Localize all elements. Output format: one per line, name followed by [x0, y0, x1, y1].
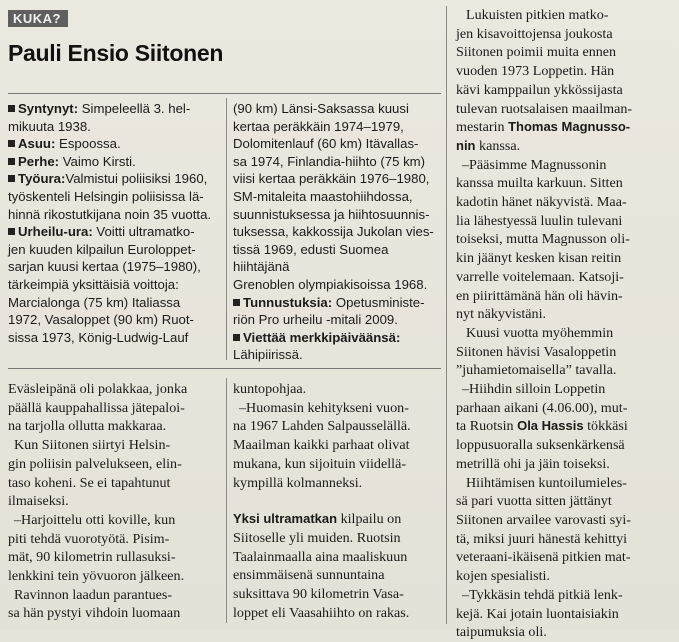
- person-name-bold: Thomas Magnusso-: [508, 119, 631, 135]
- body-line: lenkkini tein yövuoron jälkeen.: [8, 568, 185, 585]
- bullet-square-icon: [233, 334, 240, 341]
- fact-text: kertaa peräkkäin 1974–1979,: [233, 118, 404, 134]
- fact-career: [8, 170, 223, 188]
- fact-text: Vaimo Kirsti.: [62, 153, 136, 169]
- body-text: tökkäsi: [583, 418, 628, 435]
- body-line: loppet eli Vaasahiihto on rakas.: [233, 604, 410, 621]
- fact-box-bottom-rule: [8, 368, 441, 369]
- body-line: taso koheni. Se ei tapahtunut: [8, 474, 171, 491]
- fact-text: jen kuuden kilpailun Euroloppet-: [8, 241, 196, 257]
- fact-text: Grenoblen olympiakisoissa 1968.: [233, 276, 428, 292]
- fact-box-right: [233, 100, 443, 364]
- body-line: varrelle voitelemaan. Katsoji-: [456, 268, 624, 285]
- body-line: [233, 510, 445, 529]
- fact-text: (90 km) Länsi-Saksassa kuusi: [233, 101, 409, 116]
- fact-label: Asuu:: [18, 136, 56, 152]
- fact-label: Viettää merkkipäiväänsä:: [243, 329, 401, 345]
- body-line: kuntopohjaa.: [233, 381, 307, 397]
- fact-text: Lähipiirissä.: [233, 347, 303, 363]
- fact-text: riön Pro urheilu -mitali 2009.: [233, 312, 398, 328]
- body-line: Siitonen poimii muita ennen: [456, 44, 617, 61]
- fact-text: SM-mitaleita maastohiihdossa,: [233, 188, 413, 204]
- body-line: kympillä kolmanneksi.: [233, 474, 363, 491]
- fact-box-left: [8, 100, 223, 346]
- body-line: metrillä ohi ja jäin toiseksi.: [456, 455, 610, 472]
- body-column-divider-1: [226, 378, 227, 623]
- body-text: kilpailu on: [337, 511, 402, 528]
- body-line: Lukuisten pitkien matko-: [466, 7, 609, 23]
- fact-text: mikuuta 1938.: [8, 118, 91, 134]
- body-line: [456, 137, 674, 156]
- fact-text: hinnä rikostutkijana noin 35 vuotta.: [8, 206, 212, 222]
- fact-text: työskenteli Helsingin poliisissa lä-: [8, 188, 204, 204]
- body-line: Ravinnon laadun parantues-: [14, 586, 173, 603]
- lead-in-bold: Yksi ultramatkan: [233, 511, 338, 527]
- body-line: ensimmäisenä sunnuntaina: [233, 567, 385, 584]
- fact-lives: [8, 135, 223, 153]
- bullet-square-icon: [8, 228, 15, 235]
- article-body-column-3: [456, 6, 674, 642]
- fact-text: viisi kertaa peräkkäin 1976–1980,: [233, 171, 430, 187]
- body-line: ilmaiseksi.: [8, 493, 69, 510]
- body-line: –Harjoittelu otti koville, kun: [14, 511, 176, 528]
- fact-text: 1972, Vasaloppet (90 km) Ruot-: [8, 312, 194, 328]
- fact-text: Opetusministe-: [335, 294, 425, 310]
- fact-family: [8, 153, 223, 171]
- body-line: Kun Siitonen siirtyi Helsin-: [14, 437, 171, 454]
- body-line: Eväsleipänä oli polakkaa, jonka: [8, 381, 188, 397]
- body-line: tä, miksi juuri hänestä kehittyi: [456, 530, 628, 547]
- fact-text: suunnistuksessa ja hiihtosuunnis-: [233, 206, 430, 222]
- body-line: kejä. Kai jotain luontaisiakin: [456, 605, 619, 622]
- fact-text: tuksessa, kakkossija Jukolan vies-: [233, 224, 434, 240]
- fact-text: sa 1974, Finlandia-hiihto (75 km): [233, 153, 426, 169]
- body-line: loppusuoralla suksenkärkensä: [456, 437, 625, 454]
- body-line: ”juhamietomaisella” tavalla.: [456, 362, 617, 379]
- body-line: jen kisavoittojensa joukosta: [456, 25, 613, 42]
- article-headline: Pauli Ensio Siitonen: [8, 40, 224, 66]
- fact-text: Voitti ultramatko-: [96, 224, 195, 240]
- fact-text: Simpeleellä 3. hel-: [81, 101, 191, 116]
- bullet-square-icon: [8, 175, 15, 182]
- fact-text: tissä 1969, edusti Suomea hiihtäjänä: [233, 241, 389, 275]
- body-line: –Huomasin kehitykseni vuon-: [239, 399, 409, 416]
- bullet-square-icon: [233, 299, 240, 306]
- person-name-bold: Ola Hassis: [517, 418, 584, 434]
- body-line: taipumuksia oli.: [456, 624, 547, 641]
- body-line: toiseksi, mutta Magnusson oli-: [456, 231, 630, 248]
- fact-text: Valmistui poliisiksi 1960,: [65, 171, 208, 187]
- body-line: gin poliisin palvelukseen, elin-: [8, 455, 182, 472]
- bullet-square-icon: [8, 105, 15, 112]
- bullet-square-icon: [8, 158, 15, 165]
- body-line: kanssa muilta karkuun. Sitten: [456, 175, 623, 192]
- body-line: Siitoselle yli muiden. Ruotsin: [233, 529, 401, 546]
- body-line: –Hiihdin silloin Loppetin: [462, 381, 606, 398]
- body-line: mät, 90 kilometrin rullasuksi-: [8, 549, 176, 566]
- body-line: Siitonen arvailee varovasti syi-: [456, 511, 631, 528]
- body-line: kadotin hänet näkyvistä. Maa-: [456, 194, 627, 211]
- body-line: veteraani-ikäisenä pitkien mat-: [456, 549, 631, 566]
- fact-box-column-divider: [226, 98, 227, 360]
- fact-text: Marcialonga (75 km) Italiassa: [8, 294, 181, 310]
- body-line: päällä kauppahallissa jätepaloi-: [8, 399, 185, 416]
- body-line: en piirittämänä hän oli hävin-: [456, 287, 623, 304]
- person-name-bold: nin: [456, 137, 476, 153]
- body-text: mestarin: [456, 119, 509, 136]
- body-text: kanssa.: [475, 137, 521, 154]
- body-line: Kuusi vuotta myöhemmin: [466, 324, 614, 341]
- fact-label: Perhe:: [18, 153, 60, 169]
- body-line: –Tykkäsin tehdä pitkiä lenk-: [462, 586, 623, 603]
- fact-label: Tunnustuksia:: [243, 294, 333, 310]
- body-line: Maailman kaikki parhaat olivat: [233, 437, 410, 454]
- fact-label: Urheilu-ura:: [18, 224, 93, 240]
- body-line: kojen spesialisti.: [456, 568, 550, 585]
- fact-box-top-rule: [8, 93, 441, 94]
- body-line: piti tehdä vuorotyötä. Pisim-: [8, 530, 170, 547]
- body-line: nyt näkyvistäni.: [456, 306, 547, 323]
- body-line: Taalainmaalla aina maaliskuun: [233, 548, 408, 565]
- body-line: tulevan ruotsalaisen maailman-: [456, 100, 633, 117]
- body-line: [456, 417, 674, 436]
- fact-text: sarjan kuusi kertaa (1975–1980),: [8, 259, 201, 275]
- body-line: –Pääsimme Magnussonin: [462, 156, 607, 173]
- body-line: lia lähestyessä luulin tulevani: [456, 212, 623, 229]
- body-text: ta Ruotsin: [456, 418, 518, 435]
- body-line: suksittava 90 kilometrin Vasa-: [233, 586, 404, 603]
- fact-text: Espoossa.: [59, 136, 121, 152]
- body-line: sa hän pystyi vihdoin luomaan: [8, 605, 181, 622]
- fact-sport: [8, 223, 223, 241]
- body-line: sä pari vuotta sitten jättänyt: [456, 493, 612, 510]
- body-line: kävi kamppailun ykkössijasta: [456, 81, 623, 98]
- body-line: mukana, kun sijoituin viidellä-: [233, 455, 407, 472]
- fact-born: [8, 100, 223, 118]
- fact-text: sissa 1973, König-Ludwig-Lauf: [8, 329, 189, 345]
- fact-birthday: [233, 329, 443, 347]
- body-line: Hiihtämisen kuntoilumieles-: [466, 474, 627, 491]
- body-line: na tarjolla ollutta makkaraa.: [8, 418, 167, 435]
- bullet-square-icon: [8, 140, 15, 147]
- fact-label: Syntynyt:: [18, 101, 79, 116]
- fact-label: Työura:: [18, 171, 66, 187]
- body-line: Siitonen hävisi Vasaloppetin: [456, 343, 617, 360]
- body-line: parhaan aikani (4.06.00), mut-: [456, 399, 628, 416]
- fact-honors: [233, 294, 443, 312]
- body-line: [456, 118, 674, 137]
- article-body-column-2: [233, 380, 445, 622]
- body-column-divider-2: [446, 6, 447, 624]
- body-line: kin jäänyt kesken kisan reitin: [456, 250, 622, 267]
- article-body-column-1: [8, 380, 223, 623]
- section-tag: KUKA?: [8, 10, 68, 27]
- body-line: na 1967 Lahden Salpausselällä.: [233, 418, 411, 435]
- fact-text: Dolomitenlauf (60 km) Itävallas-: [233, 136, 419, 152]
- fact-text: tärkeimpiä yksittäisiä voittoja:: [8, 276, 179, 292]
- body-line: vuoden 1973 Loppetin. Hän: [456, 63, 615, 80]
